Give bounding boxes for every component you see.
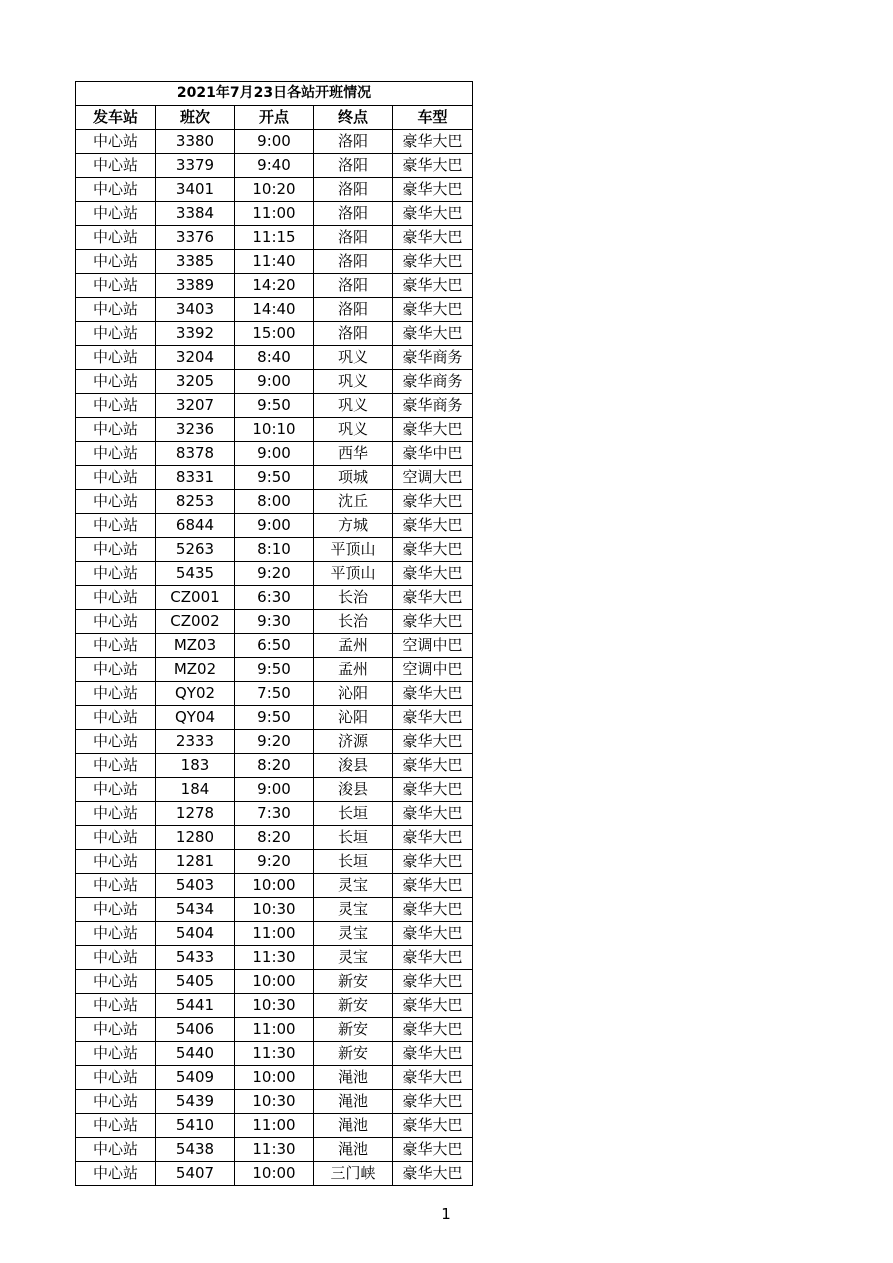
table-row: [76, 634, 473, 658]
destination-cell: 渑池: [314, 1090, 393, 1114]
departure-station-cell: 中心站: [76, 658, 156, 682]
destination-cell: 新安: [314, 1018, 393, 1042]
destination-cell: 方城: [314, 514, 393, 538]
trip-number-cell: 5405: [156, 970, 235, 994]
destination-cell: 平顶山: [314, 538, 393, 562]
trip-number-cell: 5441: [156, 994, 235, 1018]
title-row: [76, 82, 473, 106]
trip-number-cell: 3392: [156, 322, 235, 346]
vehicle-type-cell: 豪华大巴: [393, 298, 473, 322]
table-row: [76, 706, 473, 730]
table-row: [76, 586, 473, 610]
vehicle-type-cell: 豪华大巴: [393, 1018, 473, 1042]
departure-station-cell: 中心站: [76, 682, 156, 706]
trip-number-cell: 183: [156, 754, 235, 778]
trip-number-cell: 5438: [156, 1138, 235, 1162]
vehicle-type-cell: 豪华大巴: [393, 778, 473, 802]
vehicle-type-cell: 豪华商务: [393, 346, 473, 370]
vehicle-type-cell: 豪华大巴: [393, 706, 473, 730]
vehicle-type-cell: 豪华大巴: [393, 1042, 473, 1066]
vehicle-type-cell: 豪华大巴: [393, 538, 473, 562]
departure-station-cell: 中心站: [76, 850, 156, 874]
vehicle-type-cell: 豪华大巴: [393, 418, 473, 442]
departure-station-cell: 中心站: [76, 1018, 156, 1042]
table-row: [76, 394, 473, 418]
destination-cell: 洛阳: [314, 178, 393, 202]
departure-station-cell: 中心站: [76, 802, 156, 826]
table-row: [76, 898, 473, 922]
destination-cell: 洛阳: [314, 154, 393, 178]
trip-number-cell: 5403: [156, 874, 235, 898]
trip-number-cell: 5263: [156, 538, 235, 562]
vehicle-type-cell: 豪华大巴: [393, 226, 473, 250]
vehicle-type-cell: 豪华大巴: [393, 154, 473, 178]
destination-cell: 长治: [314, 586, 393, 610]
departure-time-cell: 9:50: [235, 706, 314, 730]
table-row: [76, 946, 473, 970]
departure-time-cell: 9:20: [235, 730, 314, 754]
schedule-table: [75, 81, 473, 1186]
departure-station-cell: 中心站: [76, 946, 156, 970]
table-row: [76, 1018, 473, 1042]
destination-cell: 西华: [314, 442, 393, 466]
trip-number-cell: 3379: [156, 154, 235, 178]
table-row: [76, 226, 473, 250]
destination-cell: 巩义: [314, 394, 393, 418]
column-header-departure-station: 发车站: [76, 106, 156, 130]
table-row: [76, 730, 473, 754]
departure-station-cell: 中心站: [76, 418, 156, 442]
vehicle-type-cell: 豪华大巴: [393, 730, 473, 754]
departure-time-cell: 11:00: [235, 202, 314, 226]
vehicle-type-cell: 豪华大巴: [393, 250, 473, 274]
column-header-trip-number: 班次: [156, 106, 235, 130]
departure-time-cell: 14:20: [235, 274, 314, 298]
table-row: [76, 1066, 473, 1090]
departure-station-cell: 中心站: [76, 130, 156, 154]
trip-number-cell: 3236: [156, 418, 235, 442]
column-header-destination: 终点: [314, 106, 393, 130]
departure-time-cell: 7:50: [235, 682, 314, 706]
trip-number-cell: 5435: [156, 562, 235, 586]
vehicle-type-cell: 豪华大巴: [393, 130, 473, 154]
table-row: [76, 202, 473, 226]
trip-number-cell: 1280: [156, 826, 235, 850]
trip-number-cell: 5433: [156, 946, 235, 970]
departure-time-cell: 8:00: [235, 490, 314, 514]
departure-time-cell: 8:20: [235, 826, 314, 850]
departure-station-cell: 中心站: [76, 1090, 156, 1114]
departure-time-cell: 9:50: [235, 394, 314, 418]
destination-cell: 洛阳: [314, 226, 393, 250]
departure-time-cell: 10:00: [235, 874, 314, 898]
vehicle-type-cell: 豪华大巴: [393, 1090, 473, 1114]
destination-cell: 渑池: [314, 1138, 393, 1162]
trip-number-cell: 2333: [156, 730, 235, 754]
trip-number-cell: 3389: [156, 274, 235, 298]
departure-time-cell: 11:30: [235, 1042, 314, 1066]
trip-number-cell: CZ001: [156, 586, 235, 610]
departure-station-cell: 中心站: [76, 634, 156, 658]
table-row: [76, 1090, 473, 1114]
vehicle-type-cell: 空调中巴: [393, 634, 473, 658]
vehicle-type-cell: 豪华大巴: [393, 802, 473, 826]
table-row: [76, 562, 473, 586]
vehicle-type-cell: 豪华大巴: [393, 826, 473, 850]
trip-number-cell: 8378: [156, 442, 235, 466]
departure-station-cell: 中心站: [76, 538, 156, 562]
table-row: [76, 178, 473, 202]
table-title: 2021年7月23日各站开班情况: [76, 82, 473, 106]
destination-cell: 新安: [314, 970, 393, 994]
table-row: [76, 1138, 473, 1162]
table-row: [76, 1162, 473, 1186]
destination-cell: 洛阳: [314, 298, 393, 322]
destination-cell: 新安: [314, 1042, 393, 1066]
trip-number-cell: MZ02: [156, 658, 235, 682]
departure-station-cell: 中心站: [76, 586, 156, 610]
departure-time-cell: 14:40: [235, 298, 314, 322]
vehicle-type-cell: 豪华商务: [393, 394, 473, 418]
departure-time-cell: 10:00: [235, 1162, 314, 1186]
vehicle-type-cell: 豪华大巴: [393, 898, 473, 922]
destination-cell: 沁阳: [314, 706, 393, 730]
vehicle-type-cell: 豪华大巴: [393, 1114, 473, 1138]
vehicle-type-cell: 豪华大巴: [393, 682, 473, 706]
vehicle-type-cell: 豪华大巴: [393, 994, 473, 1018]
departure-time-cell: 10:20: [235, 178, 314, 202]
trip-number-cell: 3205: [156, 370, 235, 394]
table-row: [76, 130, 473, 154]
destination-cell: 渑池: [314, 1066, 393, 1090]
departure-time-cell: 9:30: [235, 610, 314, 634]
table-row: [76, 442, 473, 466]
departure-station-cell: 中心站: [76, 226, 156, 250]
departure-time-cell: 11:00: [235, 922, 314, 946]
departure-time-cell: 9:50: [235, 658, 314, 682]
table-row: [76, 610, 473, 634]
vehicle-type-cell: 豪华大巴: [393, 946, 473, 970]
departure-time-cell: 9:40: [235, 154, 314, 178]
departure-station-cell: 中心站: [76, 202, 156, 226]
destination-cell: 浚县: [314, 778, 393, 802]
table-row: [76, 466, 473, 490]
vehicle-type-cell: 豪华中巴: [393, 442, 473, 466]
trip-number-cell: 3204: [156, 346, 235, 370]
vehicle-type-cell: 空调中巴: [393, 658, 473, 682]
departure-time-cell: 6:50: [235, 634, 314, 658]
vehicle-type-cell: 豪华大巴: [393, 1162, 473, 1186]
trip-number-cell: 184: [156, 778, 235, 802]
trip-number-cell: 3385: [156, 250, 235, 274]
destination-cell: 灵宝: [314, 874, 393, 898]
trip-number-cell: 3380: [156, 130, 235, 154]
departure-time-cell: 11:00: [235, 1114, 314, 1138]
destination-cell: 浚县: [314, 754, 393, 778]
vehicle-type-cell: 豪华大巴: [393, 562, 473, 586]
departure-station-cell: 中心站: [76, 298, 156, 322]
destination-cell: 洛阳: [314, 130, 393, 154]
departure-time-cell: 15:00: [235, 322, 314, 346]
vehicle-type-cell: 豪华大巴: [393, 490, 473, 514]
table-row: [76, 274, 473, 298]
departure-time-cell: 11:00: [235, 1018, 314, 1042]
destination-cell: 沁阳: [314, 682, 393, 706]
destination-cell: 项城: [314, 466, 393, 490]
departure-station-cell: 中心站: [76, 250, 156, 274]
departure-station-cell: 中心站: [76, 274, 156, 298]
trip-number-cell: 1281: [156, 850, 235, 874]
vehicle-type-cell: 豪华大巴: [393, 514, 473, 538]
table-row: [76, 754, 473, 778]
table-row: [76, 922, 473, 946]
departure-time-cell: 10:00: [235, 1066, 314, 1090]
departure-station-cell: 中心站: [76, 514, 156, 538]
table-row: [76, 298, 473, 322]
trip-number-cell: 5404: [156, 922, 235, 946]
table-row: [76, 970, 473, 994]
departure-time-cell: 10:30: [235, 994, 314, 1018]
destination-cell: 灵宝: [314, 922, 393, 946]
table-row: [76, 538, 473, 562]
vehicle-type-cell: 豪华大巴: [393, 970, 473, 994]
trip-number-cell: MZ03: [156, 634, 235, 658]
departure-time-cell: 9:00: [235, 514, 314, 538]
destination-cell: 巩义: [314, 346, 393, 370]
departure-station-cell: 中心站: [76, 394, 156, 418]
departure-station-cell: 中心站: [76, 778, 156, 802]
departure-station-cell: 中心站: [76, 1114, 156, 1138]
trip-number-cell: 5409: [156, 1066, 235, 1090]
table-row: [76, 1042, 473, 1066]
departure-time-cell: 9:20: [235, 850, 314, 874]
vehicle-type-cell: 豪华大巴: [393, 586, 473, 610]
departure-time-cell: 9:00: [235, 370, 314, 394]
departure-time-cell: 10:30: [235, 1090, 314, 1114]
destination-cell: 长治: [314, 610, 393, 634]
departure-time-cell: 8:20: [235, 754, 314, 778]
trip-number-cell: 3376: [156, 226, 235, 250]
page-number: 1: [441, 1205, 451, 1223]
destination-cell: 洛阳: [314, 322, 393, 346]
departure-station-cell: 中心站: [76, 898, 156, 922]
vehicle-type-cell: 豪华大巴: [393, 850, 473, 874]
vehicle-type-cell: 空调大巴: [393, 466, 473, 490]
departure-time-cell: 9:00: [235, 130, 314, 154]
trip-number-cell: QY02: [156, 682, 235, 706]
departure-station-cell: 中心站: [76, 346, 156, 370]
trip-number-cell: 5439: [156, 1090, 235, 1114]
destination-cell: 新安: [314, 994, 393, 1018]
destination-cell: 渑池: [314, 1114, 393, 1138]
schedule-body: [76, 130, 473, 1186]
departure-time-cell: 7:30: [235, 802, 314, 826]
departure-time-cell: 9:20: [235, 562, 314, 586]
departure-station-cell: 中心站: [76, 1138, 156, 1162]
destination-cell: 洛阳: [314, 250, 393, 274]
table-row: [76, 490, 473, 514]
departure-station-cell: 中心站: [76, 922, 156, 946]
vehicle-type-cell: 豪华大巴: [393, 274, 473, 298]
destination-cell: 巩义: [314, 418, 393, 442]
destination-cell: 灵宝: [314, 946, 393, 970]
table-row: [76, 514, 473, 538]
table-row: [76, 682, 473, 706]
trip-number-cell: 3384: [156, 202, 235, 226]
destination-cell: 孟州: [314, 658, 393, 682]
destination-cell: 洛阳: [314, 274, 393, 298]
departure-station-cell: 中心站: [76, 1066, 156, 1090]
table-row: [76, 154, 473, 178]
table-row: [76, 322, 473, 346]
trip-number-cell: 5407: [156, 1162, 235, 1186]
departure-station-cell: 中心站: [76, 970, 156, 994]
trip-number-cell: 8253: [156, 490, 235, 514]
table-row: [76, 1114, 473, 1138]
trip-number-cell: CZ002: [156, 610, 235, 634]
vehicle-type-cell: 豪华大巴: [393, 178, 473, 202]
vehicle-type-cell: 豪华商务: [393, 370, 473, 394]
departure-station-cell: 中心站: [76, 1162, 156, 1186]
trip-number-cell: 5434: [156, 898, 235, 922]
departure-station-cell: 中心站: [76, 562, 156, 586]
departure-time-cell: 11:40: [235, 250, 314, 274]
departure-station-cell: 中心站: [76, 754, 156, 778]
header-row: [76, 106, 473, 130]
departure-station-cell: 中心站: [76, 730, 156, 754]
trip-number-cell: 5406: [156, 1018, 235, 1042]
trip-number-cell: QY04: [156, 706, 235, 730]
table-row: [76, 778, 473, 802]
departure-station-cell: 中心站: [76, 370, 156, 394]
vehicle-type-cell: 豪华大巴: [393, 1066, 473, 1090]
departure-time-cell: 11:30: [235, 946, 314, 970]
trip-number-cell: 3401: [156, 178, 235, 202]
vehicle-type-cell: 豪华大巴: [393, 1138, 473, 1162]
vehicle-type-cell: 豪华大巴: [393, 322, 473, 346]
departure-time-cell: 9:00: [235, 778, 314, 802]
departure-time-cell: 8:40: [235, 346, 314, 370]
departure-time-cell: 9:50: [235, 466, 314, 490]
destination-cell: 长垣: [314, 826, 393, 850]
destination-cell: 沈丘: [314, 490, 393, 514]
trip-number-cell: 5440: [156, 1042, 235, 1066]
destination-cell: 洛阳: [314, 202, 393, 226]
destination-cell: 灵宝: [314, 898, 393, 922]
trip-number-cell: 3207: [156, 394, 235, 418]
vehicle-type-cell: 豪华大巴: [393, 610, 473, 634]
departure-station-cell: 中心站: [76, 442, 156, 466]
table-row: [76, 826, 473, 850]
destination-cell: 三门峡: [314, 1162, 393, 1186]
departure-time-cell: 10:30: [235, 898, 314, 922]
table-row: [76, 370, 473, 394]
departure-station-cell: 中心站: [76, 874, 156, 898]
departure-time-cell: 10:10: [235, 418, 314, 442]
trip-number-cell: 1278: [156, 802, 235, 826]
departure-station-cell: 中心站: [76, 706, 156, 730]
table-row: [76, 250, 473, 274]
departure-station-cell: 中心站: [76, 466, 156, 490]
departure-time-cell: 11:30: [235, 1138, 314, 1162]
table-row: [76, 994, 473, 1018]
departure-time-cell: 6:30: [235, 586, 314, 610]
departure-station-cell: 中心站: [76, 994, 156, 1018]
vehicle-type-cell: 豪华大巴: [393, 754, 473, 778]
departure-station-cell: 中心站: [76, 610, 156, 634]
departure-time-cell: 9:00: [235, 442, 314, 466]
vehicle-type-cell: 豪华大巴: [393, 874, 473, 898]
departure-station-cell: 中心站: [76, 1042, 156, 1066]
departure-station-cell: 中心站: [76, 154, 156, 178]
column-header-departure-time: 开点: [235, 106, 314, 130]
table-row: [76, 850, 473, 874]
destination-cell: 平顶山: [314, 562, 393, 586]
table-row: [76, 802, 473, 826]
departure-station-cell: 中心站: [76, 490, 156, 514]
departure-station-cell: 中心站: [76, 826, 156, 850]
destination-cell: 长垣: [314, 850, 393, 874]
departure-time-cell: 11:15: [235, 226, 314, 250]
trip-number-cell: 5410: [156, 1114, 235, 1138]
departure-station-cell: 中心站: [76, 322, 156, 346]
vehicle-type-cell: 豪华大巴: [393, 202, 473, 226]
departure-time-cell: 8:10: [235, 538, 314, 562]
column-header-vehicle-type: 车型: [393, 106, 473, 130]
destination-cell: 巩义: [314, 370, 393, 394]
destination-cell: 孟州: [314, 634, 393, 658]
vehicle-type-cell: 豪华大巴: [393, 922, 473, 946]
destination-cell: 长垣: [314, 802, 393, 826]
table-row: [76, 874, 473, 898]
table-row: [76, 418, 473, 442]
table-row: [76, 658, 473, 682]
departure-station-cell: 中心站: [76, 178, 156, 202]
trip-number-cell: 6844: [156, 514, 235, 538]
trip-number-cell: 8331: [156, 466, 235, 490]
trip-number-cell: 3403: [156, 298, 235, 322]
table-row: [76, 346, 473, 370]
destination-cell: 济源: [314, 730, 393, 754]
departure-time-cell: 10:00: [235, 970, 314, 994]
